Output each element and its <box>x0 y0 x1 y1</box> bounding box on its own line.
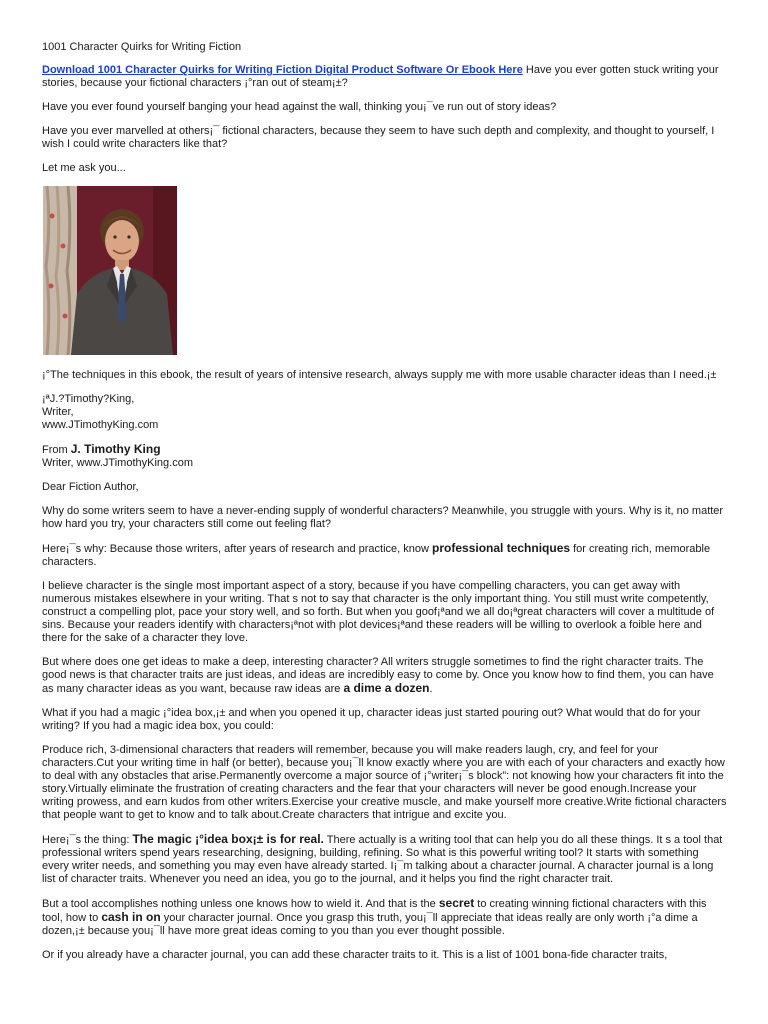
marvelled-paragraph: Have you ever marvelled at others¡¯ fictional characters, because they seem to have such depth and complexity, and thought to yourself, I wish I could write characters like that? <box>42 125 715 150</box>
where-bold: a dime a dozen <box>343 681 430 695</box>
intro-paragraph <box>42 64 728 90</box>
signature-line-1: ¡ªJ.?Timothy?King, <box>42 393 135 405</box>
tool-text-c: to creating winning fictional characters with this tool, how to <box>42 898 707 924</box>
banging-paragraph: Have you ever found yourself banging your head against the wall, thinking you¡¯ve run out of story ideas? <box>42 101 557 113</box>
signature-line-3: www.JTimothyKing.com <box>42 419 159 431</box>
from-line-2: Writer, www.JTimothyKing.com <box>42 457 193 469</box>
where-paragraph <box>42 656 728 696</box>
signature-line-2: Writer, <box>42 406 74 418</box>
heres-why-text-a: Here¡¯s why: Because those writers, after years of research and practice, know <box>42 543 433 555</box>
testimonial-quote: ¡°The techniques in this ebook, the result of years of intensive research, always supply me with more usable character ideas than I need.¡± <box>42 369 717 381</box>
testimonial-signature <box>42 393 728 432</box>
author-name: J. Timothy King <box>70 442 161 456</box>
believe-paragraph: I believe character is the single most important aspect of a story, because if you have compelling characters, you can get away with numerous mistakes elsewhere in your writing. That s not to say that character is the only important thing. You still must write competently, construct a compelling plot, pace your story well, and so forth. But when you goof¡ªand we all do¡ªgreat characters will cover a multitude of sins. Because your readers identify with characters¡ªnot with plot devices¡ªand these readers will be willing to overlook a foible here and there for the sake of a character they love. <box>42 580 715 644</box>
or-if-paragraph: Or if you already have a character journal, you can add these character traits to it. This is a list of 1001 bona-fide character traits, <box>42 949 668 961</box>
what-if-paragraph: What if you had a magic ¡°idea box,¡± and when you opened it up, character ideas just started pouring out? What would that do for your writing? If you had a magic idea box, you could: <box>42 707 701 732</box>
heres-why-bold: professional techniques <box>432 541 571 555</box>
author-photo <box>43 186 177 355</box>
document-title: 1001 Character Quirks for Writing Fiction <box>42 41 242 53</box>
salutation: Dear Fiction Author, <box>42 481 139 493</box>
heres-why-paragraph <box>42 542 728 569</box>
thing-text-c: There actually is a writing tool that can help you do all these things. It s a tool that professional writers spend years researching, designing, building, refining. So what is this powerful writing tool? It starts with something every writer needs, and something you may even have already started. I¡¯m talking about a character journal. A character journal is a long list of character traits. Whenever you need an idea, you go to the journal, and it helps you find the right character trait. <box>42 834 723 885</box>
tool-text-a: But a tool accomplishes nothing unless one knows how to wield it. And that is the <box>42 898 439 910</box>
produce-paragraph: Produce rich, 3-dimensional characters that readers will remember, because you will make readers laugh, cry, and feel for your characters.Cut your writing time in half (or better), because you¡¯ll know exactly where you are with each of your characters and exactly how to deal with any obstacles that arise.Permanently overcome a major source of ¡°writer¡¯s block”: not knowing how your characters fit into the story.Virtually eliminate the frustration of creating characters and the fear that your characters will never be good enough.Increase your writing prowess, and earn kudos from other writers.Exercise your creative muscle, and make yourself more creative.Write fictional characters that people want to get to know and to talk about.Create characters that intrigue and excite you. <box>42 744 727 821</box>
where-text-a: But where does one get ideas to make a deep, interesting character? All writers struggle sometimes to find the right character traits. The good news is that character traits are just ideas, and ideas are incredibly easy to come by. Once you know how to find them, you can have as many character ideas as you want, because raw ideas are <box>42 656 714 695</box>
the-thing-paragraph <box>42 833 728 886</box>
heres-why-text-c: for creating rich, memorable characters. <box>42 543 711 568</box>
why-paragraph: Why do some writers seem to have a never-ending supply of wonderful characters? Meanwhile, you struggle with yours. Why is it, no matter how hard you try, your characters still come out feeling flat? <box>42 505 724 530</box>
thing-text-a: Here¡¯s the thing: <box>42 834 133 846</box>
tool-bold-secret: secret <box>438 896 475 910</box>
intro-text: Have you ever gotten stuck writing your stories, because your fictional characters ¡°ran out of steam¡±? <box>42 64 719 89</box>
from-label: From <box>42 444 71 456</box>
from-block <box>42 443 728 470</box>
let-me-ask-paragraph: Let me ask you... <box>42 162 126 174</box>
tool-text-e: your character journal. Once you grasp this truth, you¡¯ll appreciate that ideas really are only worth ¡°a dime a dozen,¡± because you¡¯ll have more great ideas coming to you than you ever thought possible. <box>42 912 698 937</box>
download-link[interactable]: Download 1001 Character Quirks for Writing Fiction Digital Product Software Or Ebook Here <box>42 64 523 76</box>
thing-bold: The magic ¡°idea box¡± is for real. <box>132 832 324 846</box>
where-text-c: . <box>429 683 433 695</box>
from-line <box>42 443 728 457</box>
author-portrait-illustration <box>43 186 177 355</box>
tool-paragraph <box>42 897 728 938</box>
tool-bold-cash-in: cash in on <box>101 910 161 924</box>
